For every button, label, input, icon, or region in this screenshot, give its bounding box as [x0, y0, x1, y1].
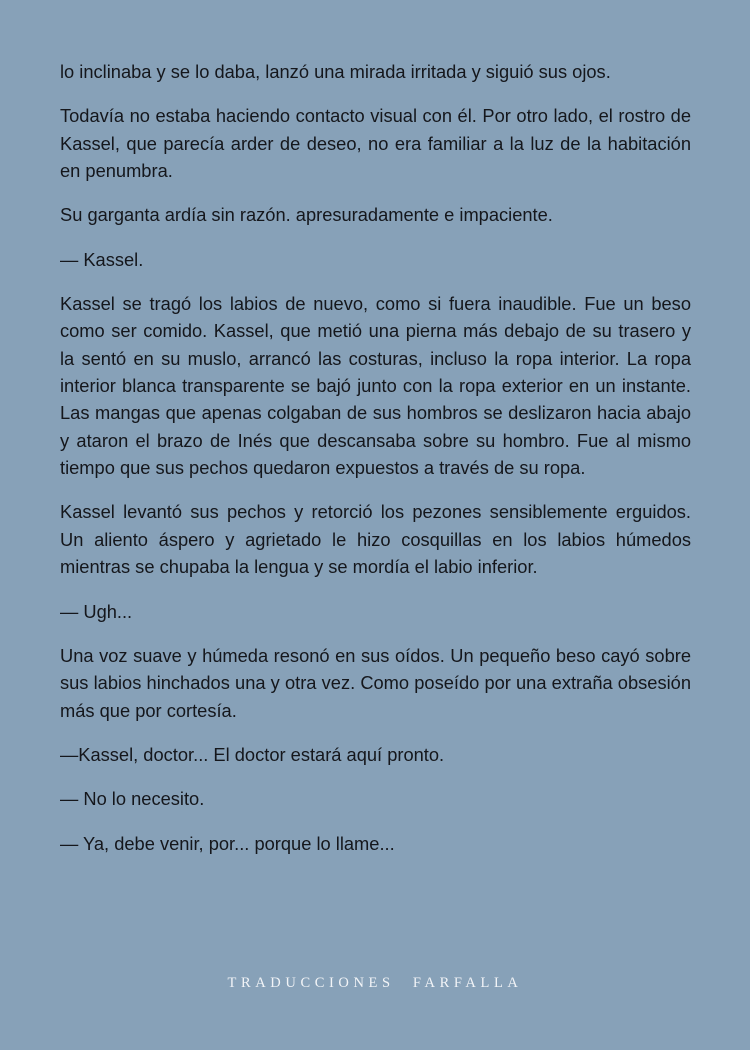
footer-credit: TRADUCCIONES FARFALLA — [227, 975, 523, 991]
paragraph: — No lo necesito. — [60, 788, 205, 810]
paragraph: — Ya, debe venir, por... porque lo llame... — [60, 832, 395, 854]
paragraph: Kassel levantó sus pechos y retorció los pezones sensiblemente erguidos. Un aliento áspero y agrietado le hizo cosquillas en los labios húmedos mientras se chupaba la lengua y se mordía el labio inferior. — [60, 501, 691, 578]
paragraph: —Kassel, doctor... El doctor estará aquí pronto. — [60, 743, 445, 765]
paragraph: Todavía no estaba haciendo contacto visual con él. Por otro lado, el rostro de Kassel, que parecía arder de deseo, no era familiar a la luz de la habitación en penumbra. — [60, 105, 691, 182]
paragraph: — Ugh... — [60, 600, 133, 622]
paragraph: lo inclinaba y se lo daba, lanzó una mirada irritada y siguió sus ojos. — [60, 61, 611, 82]
paragraph: — Kassel. — [60, 248, 144, 270]
paragraph: Una voz suave y húmeda resonó en sus oídos. Un pequeño beso cayó sobre sus labios hinchados una y otra vez. Como poseído por una extraña obsesión más que por cortesía. — [60, 644, 691, 721]
paragraph: Su garganta ardía sin razón. apresuradamente e impaciente. — [60, 204, 553, 226]
document-body — [60, 58, 691, 874]
paragraph: Kassel se tragó los labios de nuevo, como si fuera inaudible. Fue un beso como ser comido. Kassel, que metió una pierna más debajo de su trasero y la sentó en su muslo, arrancó las costuras, incluso la ropa interior. La ropa interior blanca transparente se bajó junto con la ropa exterior en un instante. Las mangas que apenas colgaban de sus hombros se deslizaron hacia abajo y ataron el brazo de Inés que descansaba sobre su hombro. Fue al mismo tiempo que sus pechos quedaron expuestos a través de su ropa. — [60, 293, 691, 479]
